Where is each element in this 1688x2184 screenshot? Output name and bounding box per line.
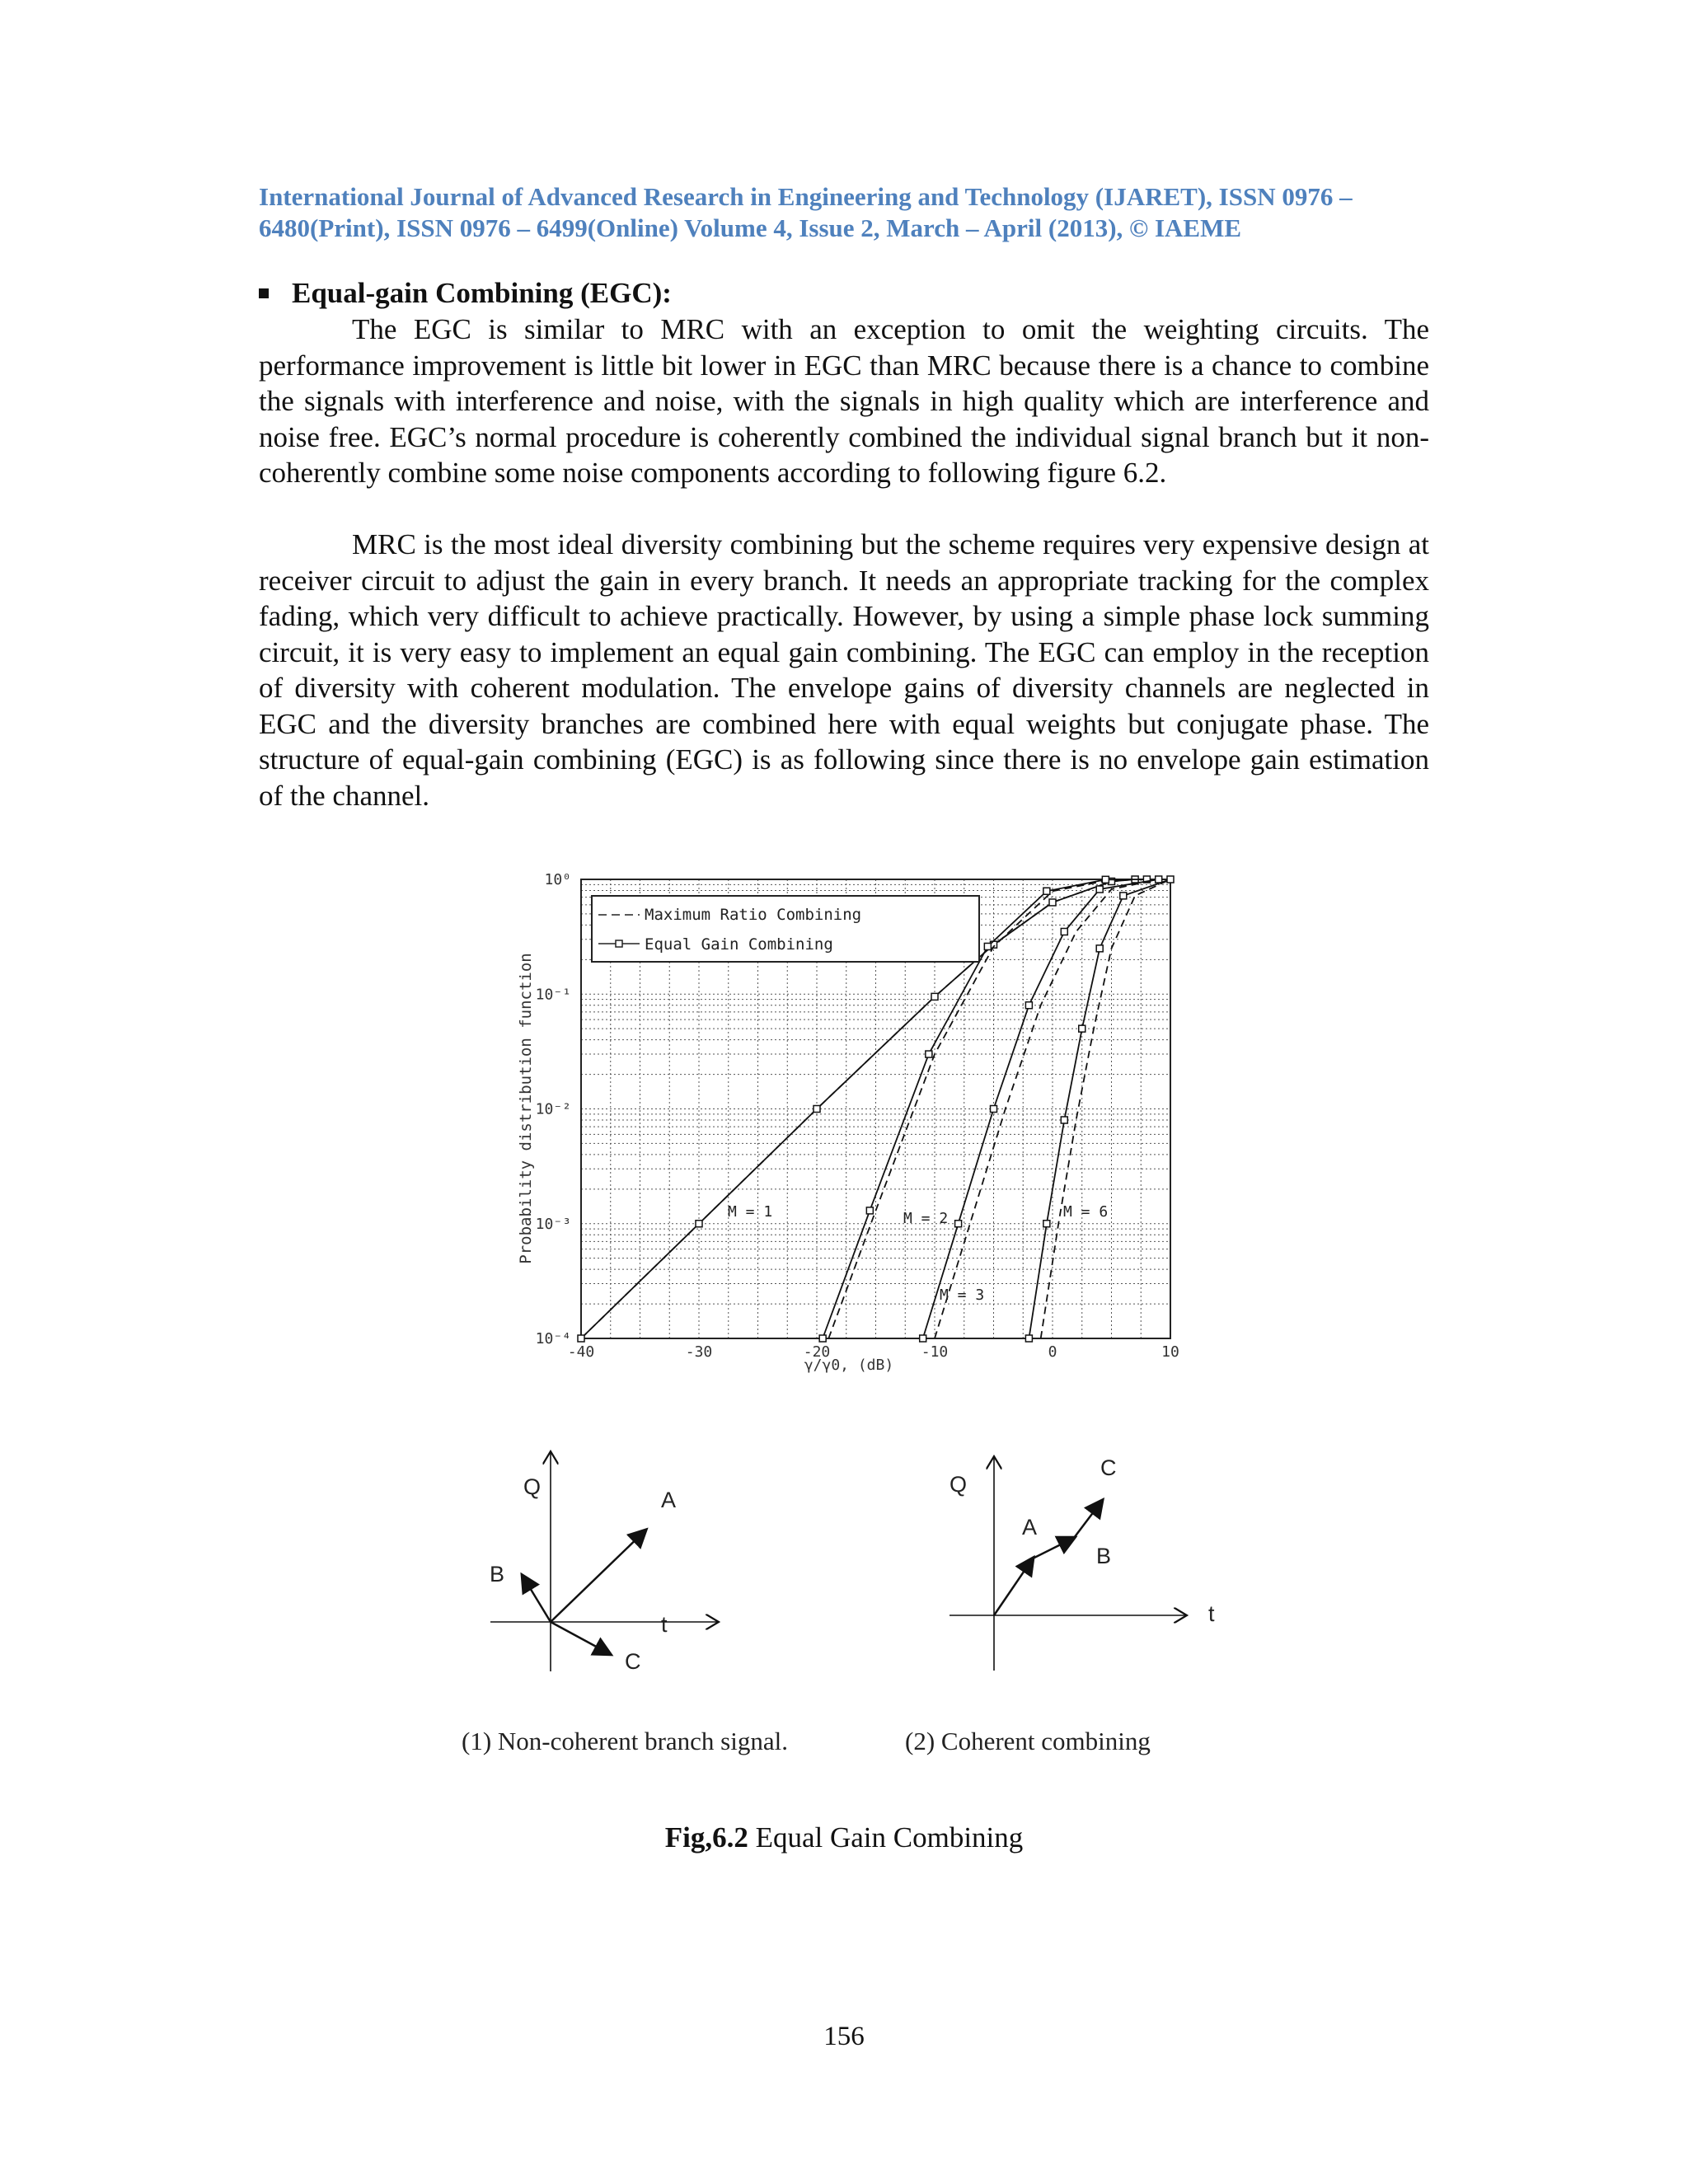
- egc-marker: [1102, 876, 1109, 883]
- header-line-2: 6480(Print), ISSN 0976 – 6499(Online) Volume 4, Issue 2, March – April (2013), © IAEME: [259, 213, 1242, 242]
- egc-marker: [1096, 945, 1103, 952]
- legend-egc: Equal Gain Combining: [645, 935, 833, 954]
- egc-marker: [1025, 1002, 1032, 1009]
- egc-marker: [1120, 893, 1127, 899]
- x-tick-label: -40: [567, 1343, 595, 1361]
- egc-marker: [1061, 928, 1067, 935]
- egc-marker: [1061, 1117, 1067, 1123]
- section-title: [259, 277, 672, 310]
- label-a: A: [1022, 1515, 1038, 1540]
- egc-marker: [814, 1106, 820, 1113]
- coherent-diagram: [940, 1438, 1236, 1685]
- figure-caption: [0, 1821, 1688, 1854]
- egc-marker: [1079, 1025, 1085, 1032]
- legend-mrc: Maximum Ratio Combining: [645, 906, 862, 924]
- subcaption-2: (2) Coherent combining: [905, 1727, 1151, 1755]
- pdf-chart: [495, 857, 1220, 1385]
- phasor-b: [1033, 1538, 1074, 1558]
- egc-marker: [696, 1221, 702, 1227]
- label-t: t: [661, 1612, 668, 1637]
- egc-marker: [926, 1051, 932, 1057]
- label-b: B: [490, 1562, 505, 1586]
- egc-marker: [931, 993, 938, 1000]
- x-axis-label: γ/γ0, (dB): [804, 1357, 894, 1374]
- egc-marker: [1043, 888, 1050, 894]
- egc-marker: [1096, 886, 1103, 893]
- label-c: C: [625, 1649, 641, 1674]
- egc-marker: [1049, 899, 1056, 906]
- egc-marker: [1025, 1335, 1032, 1342]
- x-tick-label: 10: [1161, 1343, 1179, 1361]
- egc-marker: [955, 1221, 962, 1227]
- x-tick-label: -10: [921, 1343, 949, 1361]
- phasor-b: [523, 1576, 551, 1622]
- egc-marker: [819, 1335, 826, 1342]
- header-line-1: International Journal of Advanced Research in Engineering and Technology (IJARET), ISSN 0976 –: [259, 182, 1353, 211]
- phasor-c: [1074, 1501, 1102, 1538]
- egc-marker: [984, 943, 991, 949]
- egc-marker: [1156, 876, 1162, 883]
- noncoherent-diagram: [478, 1438, 742, 1685]
- journal-header: [259, 181, 1429, 244]
- phasor-c: [551, 1622, 610, 1654]
- egc-marker: [991, 1106, 997, 1113]
- label-t: t: [1208, 1601, 1215, 1626]
- section-title-text: Equal-gain Combining (EGC):: [292, 277, 672, 309]
- annot-m1: M = 1: [728, 1203, 773, 1221]
- y-tick-label: 10⁰: [544, 871, 571, 888]
- paragraph-1-text: The EGC is similar to MRC with an exception to omit the weighting circuits. The performance improvement is little bit lower in EGC than MRC because there is a chance to combine the signals with interference and noise, with the signals in high quality which are interference and noise free. EGC’s normal procedure is coherently combined the individual signal branch but it non-coherently combine some noise components according to following figure 6.2.: [259, 313, 1429, 489]
- label-q: Q: [950, 1472, 968, 1497]
- caption-text: Equal Gain Combining: [748, 1821, 1024, 1854]
- x-tick-label: -30: [685, 1343, 713, 1361]
- paragraph-1: [259, 312, 1429, 491]
- egc-marker: [1167, 876, 1174, 883]
- egc-marker: [578, 1335, 584, 1342]
- label-b: B: [1096, 1544, 1112, 1568]
- x-tick-label: -20: [803, 1343, 831, 1361]
- y-axis-label: Probability distribution function: [517, 953, 535, 1264]
- phasor-a: [551, 1530, 645, 1622]
- phasor-a: [994, 1558, 1033, 1615]
- label-a: A: [661, 1488, 677, 1512]
- egc-marker: [1043, 1221, 1050, 1227]
- egc-marker: [920, 1335, 926, 1342]
- page-number: 156: [823, 2022, 865, 2051]
- paragraph-2-text: MRC is the most ideal diversity combining but the scheme requires very expensive design at receiver circuit to adjust the gain in every branch. It needs an appropriate tracking for the complex fading, which very difficult to achieve practically. However, by using a simple phase lock summing circuit, it is very easy to implement an equal gain combining. The EGC can employ in the reception of diversity with coherent modulation. The envelope gains of diversity channels are neglected in EGC and the diversity branches are combined here with equal weights but conjugate phase. The structure of equal-gain combining (EGC) is as following since there is no envelope gain estimation of the channel.: [259, 528, 1429, 812]
- y-tick-label: 10⁻³: [535, 1215, 571, 1233]
- label-c: C: [1100, 1455, 1117, 1480]
- caption-label: Fig,6.2: [664, 1821, 748, 1854]
- paragraph-2: [259, 527, 1429, 813]
- y-tick-label: 10⁻¹: [535, 986, 571, 1004]
- y-tick-label: 10⁻⁴: [535, 1330, 571, 1347]
- annot-m2: M = 2: [903, 1210, 949, 1227]
- legend-box: [592, 896, 979, 962]
- annot-m6: M = 6: [1063, 1203, 1109, 1221]
- y-tick-label: 10⁻²: [535, 1100, 571, 1118]
- egc-marker: [866, 1207, 873, 1214]
- label-q: Q: [523, 1474, 542, 1499]
- subcaption-1: (1) Non-coherent branch signal.: [462, 1727, 788, 1755]
- annot-m3: M = 3: [940, 1286, 985, 1304]
- x-tick-label: 0: [1048, 1343, 1057, 1361]
